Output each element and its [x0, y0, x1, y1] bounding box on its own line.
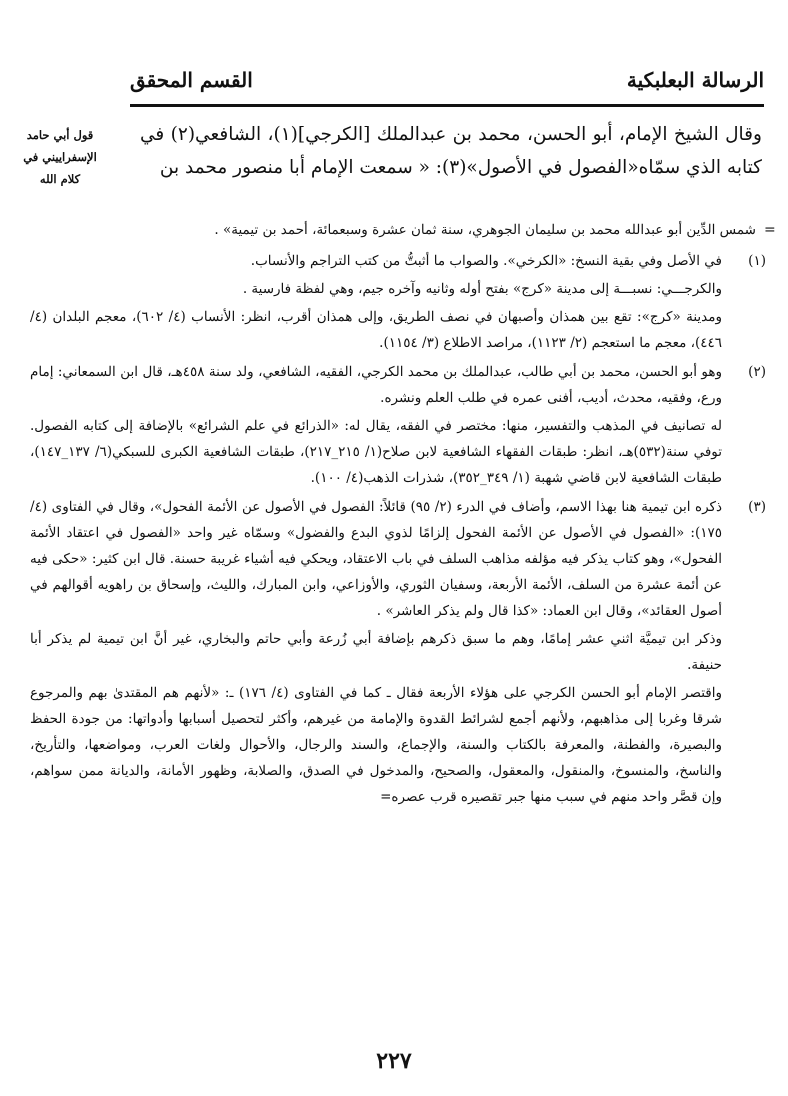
footnote-2 [30, 359, 766, 491]
margin-note: قول أبي حامد الإسفراييني في كلام الله [23, 128, 97, 186]
footnote-1 [30, 248, 766, 356]
footnote-paragraph: والكرجـــي: نسبـــة إلى مدينة «كرج» بفتح أوله وثانيه وآخره جيم، وهي لفظة فارسية . [242, 281, 722, 297]
footnote-paragraph: وهو أبو الحسن، محمد بن أبي طالب، عبدالملك بن محمد الكرجي، الفقيه، الشافعي، ولد سنة ٤٥٨هـ، قال ابن السمعاني: إمام ورع، وفقيه، محدث، أديب، أفنى عمره في طلب العلم ونشره. [30, 364, 722, 406]
footnote-paragraph: واقتصر الإمام أبو الحسن الكرجي على هؤلاء الأربعة فقال ـ كما في الفتاوى (٤/ ١٧٦) ـ: «لأنهم هم المقتدىٰ بهم والمرجوع شرقا وغربا إلى مذاهبهم، ولأنهم أجمع لشرائط القدوة والإمامة من غيرهم، وأكثر لتحصيل أسبابها وأدواتها: من جودة الحفظ والبصيرة، والفطنة، والمعرفة بالكتاب والسنة، والإجماع، والسند والرجال، والأحوال ولغات العرب، ومواضعها، والتأريخ، والناسخ، والمنسوخ، والمنقول، والمعقول، والصحيح، والمدخول في الصدق، والصلابة، وظهور الأمانة، والديانة ممن سواهم، وإن قصَّر واحد منهم في سبب منها جبر تقصيره قرب عصره= [30, 685, 722, 805]
continuation-marker: = [764, 222, 776, 238]
footnote-paragraph: ذكره ابن تيمية هنا بهذا الاسم، وأضاف في الدرء (٢/ ٩٥) قائلاً: الفصول في الأصول عن الأئمة الفحول»، وقال في الفتاوى (٤/ ١٧٥): «الفصول في الأصول عن الأئمة الفحول إلزامًا لذوي البدع والفضول» وسمّاه غير واحد «الفصول في اعتقاد الأئمة الفحول»، وهو كتاب يذكر فيه مؤلفه مذاهب السلف في باب الاعتقاد، ويحكي فيه أشياء غريبة حسنة. قال ابن كثير: «حكى فيه عن أئمة عشرة من السلف، الأئمة الأربعة، وسفيان الثوري، والأوزاعي، وابن المبارك، والليث، وإسحاق بن راهويه أقوالهم في أصول العقائد»، وقال ابن العماد: «كذا قال ولم يذكر العاشر» . [30, 499, 722, 619]
footnote-3 [30, 494, 766, 810]
footnote-continuation: شمس الدِّين أبو عبدالله محمد بن سليمان الجوهري، سنة ثمان عشرة وسبعمائة، أحمد بن تيمية» . [214, 222, 756, 238]
page-number: ٢٢٧ [376, 1048, 412, 1074]
footnote-paragraph: له تصانيف في المذهب والتفسير، منها: مختصر في الفقه، يقال له: «الذرائع في علم الشرائع» بالإضافة إلى كتابه الفصول. توفي سنة(٥٣٢)هـ، انظر: طبقات الفقهاء الشافعية لابن صلاح(١/ ٢١٥_٢١٧)، طبقات الشافعية الكبرى للسبكي(٦/ ١٣٧_١٤٧)، طبقات الشافعية لابن قاضي شهبة (١/ ٣٤٩_٣٥٢)، شذرات الذهب(٤/ ١٠٠). [30, 418, 723, 486]
main-text: وقال الشيخ الإمام، أبو الحسن، محمد بن عبدالملك [الكرجي](١)، الشافعي(٢) في كتابه الذي سمّاه«الفصول في الأصول»(٣): « سمعت الإمام أبا منصور محمد بن [140, 124, 762, 178]
footnote-number: (١) [748, 253, 766, 269]
footnote-number: (٣) [748, 499, 766, 515]
footnote-number: (٢) [748, 364, 766, 380]
footnote-paragraph: ومدينة «كرج»: تقع بين همذان وأصبهان في نصف الطريق، وإلى همذان أقرب، انظر: الأنساب (٤/ ٦٠٢)، معجم البلدان (٤/ ٤٤٦)، معجم ما استعجم (٢/ ١١٢٣)، مراصد الاطلاع (٣/ ١١٥٤). [30, 309, 722, 351]
header-rule [130, 104, 764, 107]
running-header [130, 68, 764, 102]
footnote-paragraph: في الأصل وفي بقية النسخ: «الكرخي». والصواب ما أثبتُّ من كتب التراجم والأنساب. [250, 253, 722, 269]
footnote-paragraph: وذكر ابن تيميَّة اثني عشر إمامًا، وهم ما سبق ذكرهم بإضافة أبي زُرعة وأبي حاتم والبخاري، غير أنَّ ابن تيمية لم يذكر أبا حنيفة. [30, 631, 722, 673]
section-title: القسم المحقق [130, 68, 253, 92]
footnotes [30, 248, 766, 813]
book-title: الرسالة البعلبكية [626, 68, 764, 92]
